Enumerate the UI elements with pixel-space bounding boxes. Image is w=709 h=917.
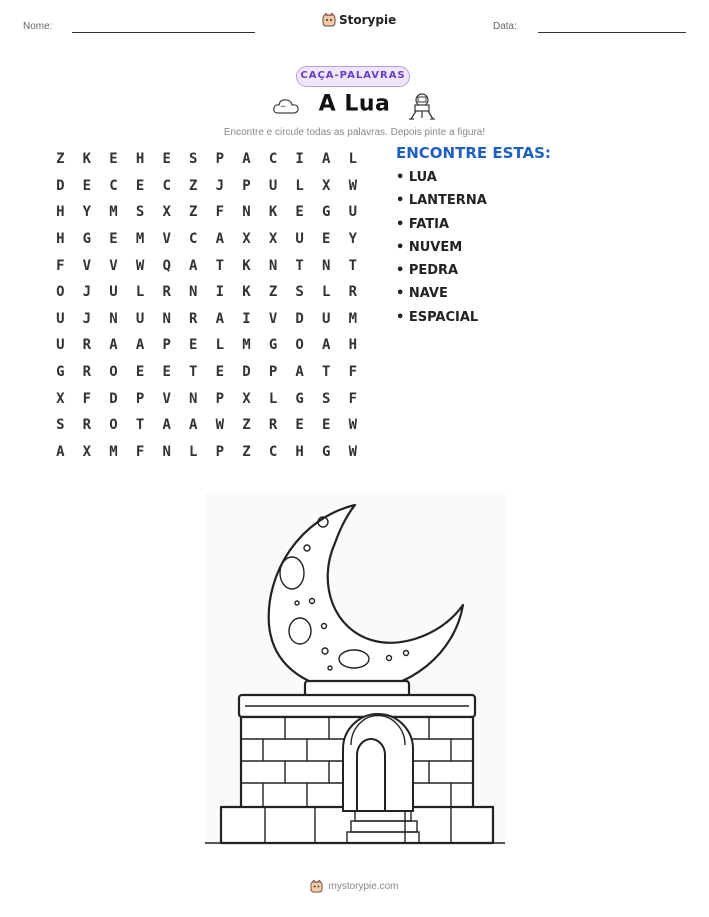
grid-cell[interactable]: L [135,284,145,301]
grid-cell[interactable]: Z [56,151,65,168]
grid-cell[interactable]: X [242,231,251,248]
grid-cell[interactable]: A [215,231,225,248]
name-label: Nome: [23,21,53,32]
grid-cell[interactable]: N [189,284,198,301]
grid-cell[interactable]: R [82,337,92,354]
grid-row [47,385,366,412]
grid-cell[interactable]: V [162,390,171,407]
grid-cell[interactable]: A [56,443,65,460]
brand-logo [322,13,396,27]
grid-cell[interactable]: P [135,390,145,407]
word-search-grid[interactable] [47,146,366,465]
grid-cell[interactable]: P [215,151,225,168]
grid-cell[interactable]: L [348,151,358,168]
grid-cell[interactable]: U [135,310,145,327]
word-list [396,170,487,333]
grid-cell[interactable]: R [82,364,92,381]
page-title: A Lua [318,91,391,117]
grid-cell[interactable]: E [82,177,92,194]
grid-cell[interactable]: I [295,151,304,168]
grid-cell[interactable]: E [135,364,145,381]
grid-cell[interactable]: A [322,151,331,168]
grid-cell[interactable]: W [348,177,358,194]
grid-cell[interactable]: U [322,310,331,327]
grid-cell[interactable]: V [109,257,118,274]
grid-row [47,332,366,359]
grid-cell[interactable]: A [135,337,145,354]
grid-cell[interactable]: E [295,204,304,221]
grid-cell[interactable]: I [215,284,225,301]
grid-cell[interactable]: W [215,417,225,434]
grid-cell[interactable]: E [135,177,145,194]
grid-row [47,359,366,386]
word-list-item: • NAVE [396,286,448,302]
crescent-moon-on-pedestal [205,493,505,845]
grid-cell[interactable]: L [268,390,278,407]
grid-cell[interactable]: T [348,257,358,274]
grid-cell[interactable]: E [109,151,118,168]
grid-row [47,199,366,226]
grid-row [47,412,366,439]
grid-cell[interactable]: R [348,284,358,301]
grid-cell[interactable]: M [109,204,118,221]
grid-cell[interactable]: C [162,177,171,194]
grid-cell[interactable]: P [162,337,171,354]
grid-row [47,146,366,173]
grid-cell[interactable]: T [135,417,145,434]
grid-cell[interactable]: C [268,443,278,460]
grid-cell[interactable]: T [322,364,331,381]
grid-cell[interactable]: S [56,417,65,434]
grid-cell[interactable]: T [295,257,304,274]
grid-cell[interactable]: R [82,417,92,434]
grid-cell[interactable]: E [189,337,198,354]
word-list-item: • NUVEM [396,239,463,255]
grid-cell[interactable]: G [295,390,304,407]
grid-cell[interactable]: H [295,443,304,460]
grid-cell[interactable]: S [322,390,331,407]
grid-cell[interactable]: N [162,310,171,327]
grid-cell[interactable]: F [348,390,358,407]
word-list-item: • FATIA [396,216,450,232]
grid-cell[interactable]: A [295,364,304,381]
grid-cell[interactable]: E [162,364,171,381]
grid-cell[interactable]: K [242,257,251,274]
grid-cell[interactable]: U [268,177,278,194]
grid-cell[interactable]: G [82,231,92,248]
grid-cell[interactable]: U [56,310,65,327]
grid-cell[interactable]: X [162,204,171,221]
grid-cell[interactable]: X [268,231,278,248]
grid-cell[interactable]: V [268,310,278,327]
grid-cell[interactable]: O [56,284,65,301]
grid-cell[interactable]: M [109,443,118,460]
grid-cell[interactable]: F [348,364,358,381]
footer [0,880,709,893]
grid-cell[interactable]: Y [82,204,92,221]
grid-cell[interactable]: E [295,417,304,434]
grid-cell[interactable]: M [242,337,251,354]
grid-cell[interactable]: G [322,443,331,460]
grid-cell[interactable]: F [56,257,65,274]
grid-cell[interactable]: Z [189,204,198,221]
grid-cell[interactable]: F [82,390,92,407]
grid-cell[interactable]: K [242,284,251,301]
grid-cell[interactable]: D [242,364,251,381]
grid-row [47,439,366,466]
grid-cell[interactable]: A [109,337,118,354]
name-line[interactable] [72,32,255,33]
grid-cell[interactable]: J [82,310,92,327]
grid-cell[interactable]: W [348,443,358,460]
grid-cell[interactable]: N [242,204,251,221]
grid-row [47,279,366,306]
grid-cell[interactable]: L [215,337,225,354]
grid-cell[interactable]: X [242,390,251,407]
grid-cell[interactable]: Y [348,231,358,248]
grid-cell[interactable]: Q [162,257,171,274]
grid-cell[interactable]: R [189,310,198,327]
grid-cell[interactable]: G [322,204,331,221]
grid-cell[interactable]: N [109,310,118,327]
grid-cell[interactable]: Z [242,443,251,460]
grid-cell[interactable]: X [56,390,65,407]
grid-cell[interactable]: A [215,310,225,327]
grid-cell[interactable]: O [295,337,304,354]
grid-cell[interactable]: F [215,204,225,221]
grid-cell[interactable]: P [215,443,225,460]
grid-cell[interactable]: S [189,151,198,168]
grid-cell[interactable]: P [242,177,251,194]
grid-cell[interactable]: V [162,231,171,248]
grid-cell[interactable]: E [109,231,118,248]
title-row [0,91,709,121]
instructions: Encontre e circule todas as palavras. Depois pinte a figura! [223,127,486,138]
grid-cell[interactable]: R [162,284,171,301]
date-line[interactable] [538,32,686,33]
puzzle-type-badge: CAÇA-PALAVRAS [296,66,410,87]
grid-cell[interactable]: E [215,364,225,381]
grid-cell[interactable]: C [268,151,278,168]
grid-cell[interactable]: Z [242,417,251,434]
grid-cell[interactable]: V [82,257,92,274]
grid-cell[interactable]: A [242,151,251,168]
grid-cell[interactable]: O [109,364,118,381]
grid-cell[interactable]: C [109,177,118,194]
grid-cell[interactable]: T [215,257,225,274]
grid-cell[interactable]: G [268,337,278,354]
grid-cell[interactable]: W [348,417,358,434]
grid-cell[interactable]: E [162,151,171,168]
grid-row [47,252,366,279]
grid-row [47,173,366,200]
word-list-item: • ESPACIAL [396,309,479,325]
grid-cell[interactable]: U [295,231,304,248]
grid-cell[interactable]: P [215,390,225,407]
grid-cell[interactable]: F [135,443,145,460]
word-list-item: • PEDRA [396,263,459,279]
grid-cell[interactable]: N [322,257,331,274]
grid-cell[interactable]: H [56,204,65,221]
grid-cell[interactable]: A [189,417,198,434]
grid-cell[interactable]: E [322,417,331,434]
grid-cell[interactable]: A [162,417,171,434]
word-list-item: • LANTERNA [396,193,487,209]
grid-cell[interactable]: J [215,177,225,194]
grid-cell[interactable]: D [56,177,65,194]
grid-cell[interactable]: H [56,231,65,248]
grid-cell[interactable]: A [189,257,198,274]
cloud-icon [272,95,300,117]
grid-cell[interactable]: U [348,204,358,221]
word-list-item: • LUA [396,170,437,185]
grid-cell[interactable]: Z [189,177,198,194]
grid-cell[interactable]: N [189,390,198,407]
grid-cell[interactable]: K [82,151,92,168]
grid-cell[interactable]: G [56,364,65,381]
grid-cell[interactable]: P [268,364,278,381]
grid-cell[interactable]: T [189,364,198,381]
grid-cell[interactable]: J [82,284,92,301]
grid-cell[interactable]: X [322,177,331,194]
grid-cell[interactable]: L [189,443,198,460]
grid-cell[interactable]: K [268,204,278,221]
grid-cell[interactable]: H [135,151,145,168]
grid-cell[interactable]: L [295,177,304,194]
coloring-picture[interactable] [205,493,505,849]
grid-cell[interactable]: N [162,443,171,460]
grid-cell[interactable]: I [242,310,251,327]
date-label: Data: [493,21,517,32]
grid-cell[interactable]: O [109,417,118,434]
grid-cell[interactable]: C [189,231,198,248]
storypie-mascot-icon [310,880,323,893]
grid-cell[interactable]: A [322,337,331,354]
grid-cell[interactable]: U [56,337,65,354]
grid-cell[interactable]: X [82,443,92,460]
grid-cell[interactable]: D [295,310,304,327]
grid-row [47,306,366,333]
grid-cell[interactable]: D [109,390,118,407]
grid-cell[interactable]: H [348,337,358,354]
grid-cell[interactable]: M [348,310,358,327]
grid-cell[interactable]: E [322,231,331,248]
grid-cell[interactable]: S [135,204,145,221]
grid-cell[interactable]: R [268,417,278,434]
grid-cell[interactable]: U [109,284,118,301]
footer-url[interactable]: mystorypie.com [328,881,399,892]
brand-name: Storypie [339,13,397,27]
grid-cell[interactable]: M [135,231,145,248]
grid-cell[interactable]: L [322,284,331,301]
lunar-lander-icon [407,91,437,121]
grid-cell[interactable]: Z [268,284,278,301]
grid-row [47,226,366,253]
storypie-mascot-icon [322,13,336,27]
grid-cell[interactable]: N [268,257,278,274]
word-list-title: ENCONTRE ESTAS: [396,144,551,162]
grid-cell[interactable]: S [295,284,304,301]
grid-cell[interactable]: W [135,257,145,274]
